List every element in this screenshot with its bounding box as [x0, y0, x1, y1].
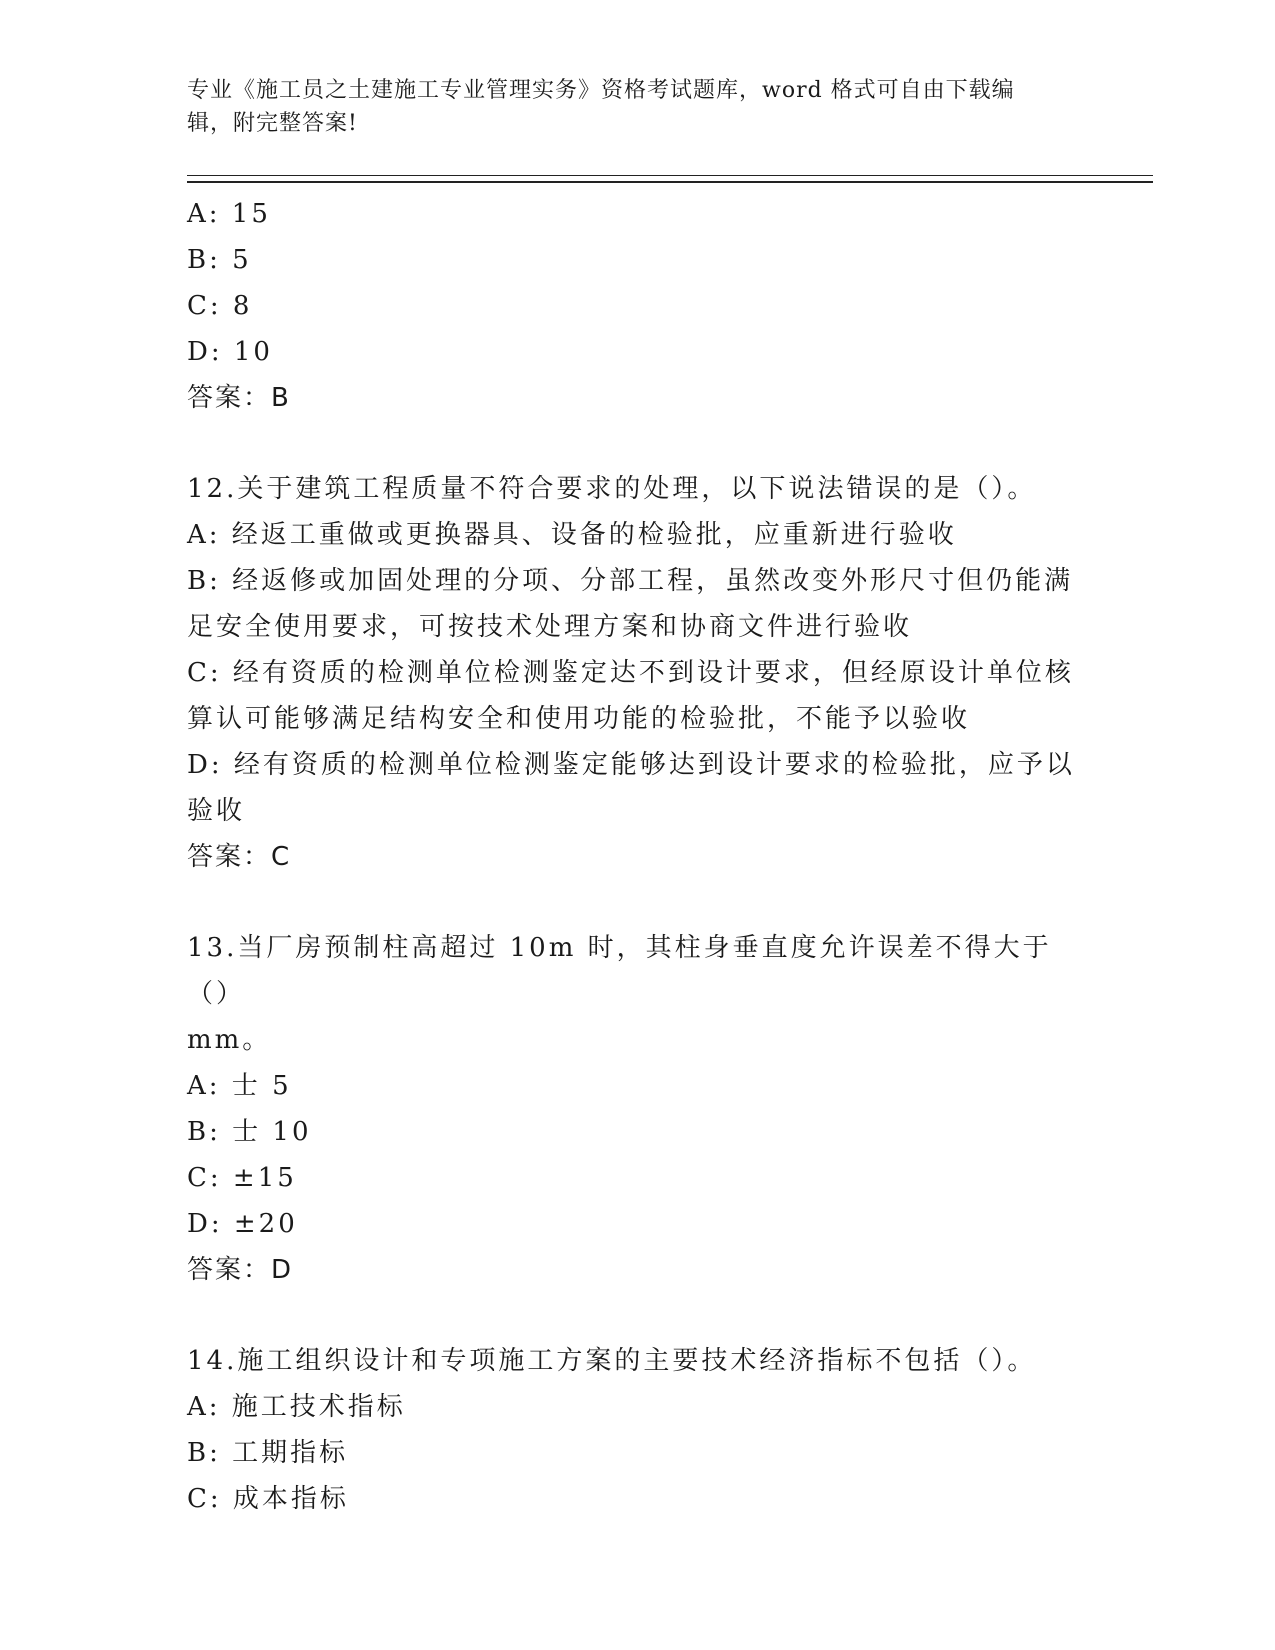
spacer	[187, 1293, 1087, 1338]
question-stem: 14.施工组织设计和专项施工方案的主要技术经济指标不包括（）。	[187, 1346, 1037, 1376]
question-12	[187, 466, 1087, 880]
document-header	[187, 74, 1067, 140]
answer: 答案：B	[187, 383, 291, 413]
option-a: A: 士 5	[187, 1071, 292, 1101]
answer: 答案：C	[187, 842, 292, 872]
option-b: B: 工期指标	[187, 1438, 349, 1468]
option-d: D: 10	[187, 337, 273, 367]
option-a: A: 15	[187, 199, 271, 229]
question-stem-continued: mm。	[187, 1025, 272, 1055]
spacer	[187, 421, 1087, 466]
header-rule-top	[187, 175, 1153, 176]
question-content	[187, 191, 1087, 1522]
question-stem: 13.当厂房预制柱高超过 10m 时，其柱身垂直度允许误差不得大于（）	[187, 933, 1052, 1009]
option-c: C: 经有资质的检测单位检测鉴定达不到设计要求，但经原设计单位核	[187, 658, 1074, 688]
option-c: C: 成本指标	[187, 1484, 349, 1514]
option-a: A: 经返工重做或更换器具、设备的检验批，应重新进行验收	[187, 520, 957, 550]
option-d: D: ±20	[187, 1209, 298, 1239]
option-b: B: 5	[187, 245, 252, 275]
option-a: A: 施工技术指标	[187, 1392, 406, 1422]
header-rule-bottom	[187, 181, 1153, 183]
option-b: B: 士 10	[187, 1117, 312, 1147]
answer: 答案：D	[187, 1255, 294, 1285]
option-d-continued: 验收	[187, 796, 246, 826]
option-c: C: ±15	[187, 1163, 297, 1193]
spacer	[187, 880, 1087, 925]
option-b-continued: 足安全使用要求，可按技术处理方案和协商文件进行验收	[187, 612, 913, 642]
header-line-2: 辑，附完整答案!	[187, 111, 358, 136]
option-b: B: 经返修或加固处理的分项、分部工程，虽然改变外形尺寸但仍能满	[187, 566, 1074, 596]
question-14	[187, 1338, 1087, 1522]
option-d: D: 经有资质的检测单位检测鉴定能够达到设计要求的检验批，应予以	[187, 750, 1075, 780]
question-stem: 12.关于建筑工程质量不符合要求的处理，以下说法错误的是（）。	[187, 474, 1037, 504]
question-11	[187, 191, 1087, 421]
question-13	[187, 925, 1087, 1293]
header-line-1: 专业《施工员之土建施工专业管理实务》资格考试题库，word 格式可自由下载编	[187, 78, 1015, 103]
option-c: C: 8	[187, 291, 253, 321]
option-c-continued: 算认可能够满足结构安全和使用功能的检验批，不能予以验收	[187, 704, 971, 734]
